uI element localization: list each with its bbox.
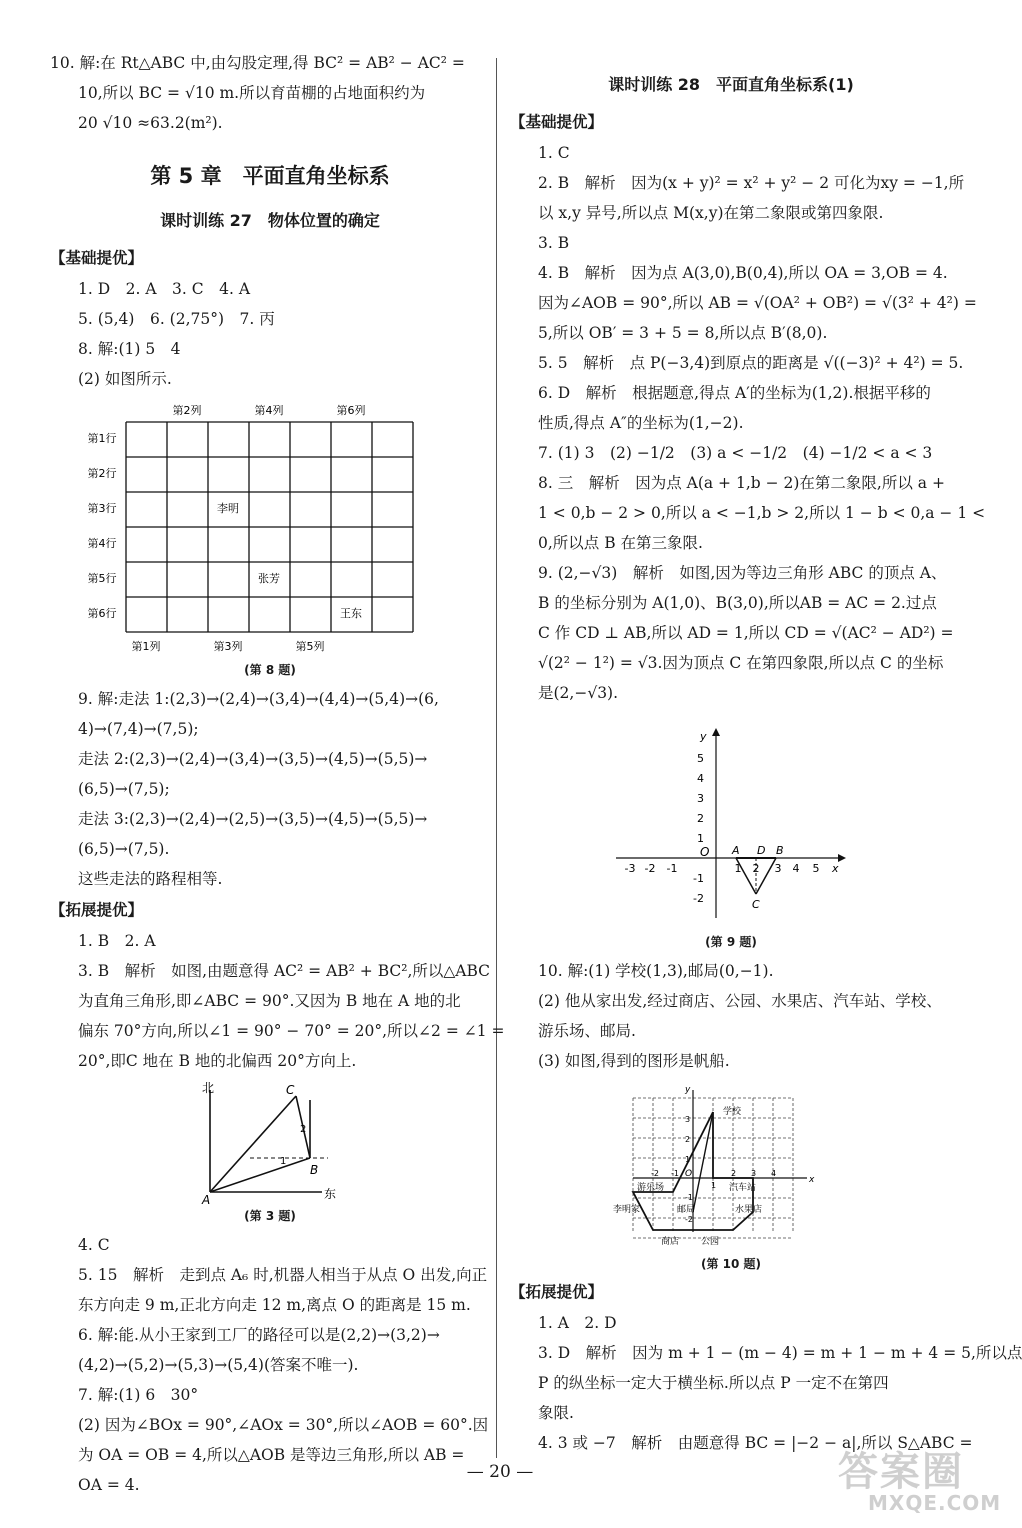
left-column [50,48,505,1500]
label-bus: 汽车站 [729,1183,757,1193]
label-angle-2: 2 [300,1124,307,1135]
text-line: 1. C [538,144,570,162]
tick: 4 [771,1169,777,1178]
label-east: 东 [324,1187,337,1201]
text-line: 3. B [538,234,570,252]
figure-8 [87,400,420,680]
origin-label: O [685,1169,693,1179]
text-line: 4)→(7,4)→(7,5); [78,720,199,738]
text-line: 20 √10 ≈63.2(m²). [78,114,223,132]
label-c: C [286,1083,295,1097]
direction-diagram [200,1081,340,1207]
text-line: 1. A 2. D [538,1314,617,1332]
basic-heading: 【基础提优】 [510,113,604,131]
y-tick: 5 [697,752,704,765]
text-line: 4. C [78,1236,110,1254]
text-line: 6. 解:能.从小王家到工厂的路径可以是(2,2)→(3,2)→ [78,1326,440,1344]
text-line: 1. D 2. A 3. C 4. A [78,280,251,298]
x-tick: 2 [752,862,760,875]
y-label: y [685,1085,691,1095]
label-b: B [776,844,784,857]
y-tick: 3 [697,792,704,805]
text-line: 7. (1) 3 (2) −1/2 (3) a < −1/2 (4) −1/2 < a < 3 [538,444,933,462]
tick: 3 [685,1115,691,1124]
label-garden: 公园 [701,1237,720,1247]
tick: 2 [685,1135,691,1144]
text-line: 这些走法的路程相等. [78,870,223,888]
text-line: 游乐场、邮局. [538,1022,636,1040]
label-post: 邮局 [677,1205,696,1215]
text-line: (2) 他从家出发,经过商店、公园、水果店、汽车站、学校、 [538,992,942,1010]
text-line: 以 x,y 异号,所以点 M(x,y)在第二象限或第四象限. [538,204,884,222]
text-line: 象限. [538,1404,574,1422]
y-arrow [712,728,720,736]
x-tick: -1 [666,862,678,875]
watermark-url: MXQE.COM [868,1491,1002,1515]
figure-caption: (第 3 题) [244,1209,296,1223]
label-school: 学校 [723,1107,742,1117]
x-label: x [832,862,839,875]
text-line: (2) 如图所示. [78,370,172,388]
text-line: C 作 CD ⊥ AB,所以 AD = 1,所以 CD = √(AC² − AD²) = [538,624,954,642]
col-label-bottom: 第1列 [131,640,161,653]
text-line: 5. (5,4) 6. (2,75°) 7. 丙 [78,310,275,328]
x-tick: 1 [734,862,742,875]
y-tick: -1 [693,872,704,885]
seat-name: 王东 [340,607,362,620]
col-label-top: 第6列 [336,404,366,417]
text-line: 3. B 解析 如图,由题意得 AC² = AB² + BC²,所以△ABC [78,962,491,980]
text-line: 4. B 解析 因为点 A(3,0),B(0,4),所以 OA = 3,OB = 4. [538,264,948,282]
seat-name: 张芳 [258,572,280,585]
x-tick: -3 [624,862,636,875]
page-number: — 20 — [466,1462,534,1482]
label-a: A [202,1193,211,1207]
text-line: 3. D 解析 因为 m + 1 − (m − 4) = m + 1 − m + 4 = 5,所以点 [538,1344,1022,1362]
figure-3 [200,1082,340,1226]
row-label: 第1行 [87,432,117,445]
text-line: 5,所以 OB′ = 3 + 5 = 8,所以点 B′(8,0). [538,324,828,342]
text-line: 10. 解:在 Rt△ABC 中,由勾股定理,得 BC² = AB² − AC² = [50,54,465,72]
y-tick: 1 [697,832,704,845]
watermark-text: 答案圈 [838,1449,964,1495]
label-shop: 商店 [661,1237,680,1247]
text-line: B 的坐标分别为 A(1,0)、B(3,0),所以AB = AC = 2.过点 [538,594,937,612]
seat-name: 李明 [217,502,239,515]
map-grid [613,1082,831,1250]
tick: 3 [751,1169,757,1178]
figure-caption: (第 8 题) [244,663,296,677]
watermark-logo [838,1440,1001,1515]
row-label: 第4行 [87,537,117,550]
text-line: 为 OA = OB = 4,所以△AOB 是等边三角形,所以 AB = [78,1446,465,1464]
x-tick: -2 [644,862,656,875]
label-angle-1: 1 [280,1156,287,1167]
grid-lines [126,422,413,632]
text-line: 东方向走 9 m,正北方向走 12 m,离点 O 的距离是 15 m. [78,1296,471,1314]
text-line: 1 < 0,b − 2 > 0,所以 a < −1,b > 2,所以 1 − b < 0,a − 1 < [538,504,986,522]
text-line: 20°,即C 地在 B 地的北偏西 20°方向上. [78,1052,357,1070]
label-a: A [732,844,740,857]
y-tick: 2 [697,812,704,825]
text-line: (2) 因为∠BOx = 90°,∠AOx = 30°,所以∠AOB = 60°.因 [78,1416,489,1434]
label-home: 李明家 [613,1205,641,1215]
label-d: D [757,844,766,857]
label-c: C [752,898,760,911]
label-park: 游乐场 [637,1183,665,1193]
tick: -2 [685,1215,693,1224]
figure-caption: (第 9 题) [705,935,757,949]
x-label: x [809,1175,815,1185]
text-line: 8. 三 解析 因为点 A(a + 1,b − 2)在第二象限,所以 a + [538,474,945,492]
text-line: (6,5)→(7,5); [78,780,170,798]
text-line: (3) 如图,得到的图形是帆船. [538,1052,730,1070]
text-line: OA = 4. [78,1476,140,1494]
label-fruit: 水果店 [735,1205,763,1215]
text-line: P 的纵坐标一定大于横坐标.所以点 P 一定不在第四 [538,1374,889,1392]
y-tick: 4 [697,772,704,785]
basic-heading: 【基础提优】 [50,249,144,267]
coordinate-plane [616,728,846,928]
text-line: 偏东 70°方向,所以∠1 = 90° − 70° = 20°,所以∠2 = ∠1 = [78,1022,505,1040]
column-divider [496,58,497,1458]
text-line: 2. B 解析 因为(x + y)² = x² + y² − 2 可化为xy = −1,所 [538,174,965,192]
text-line: 10. 解:(1) 学校(1,3),邮局(0,−1). [538,962,774,980]
text-line: 为直角三角形,即∠ABC = 90°.又因为 B 地在 A 地的北 [78,992,461,1010]
q10-prev-block [50,48,490,138]
ext-heading: 【拓展提优】 [50,901,144,919]
text-line: 9. (2,−√3) 解析 如图,因为等边三角形 ABC 的顶点 A、 [538,564,947,582]
right-column [510,70,1022,1458]
x-tick: 5 [812,862,820,875]
origin-label: O [700,845,710,859]
seat-grid [87,400,420,656]
text-line: 7. 解:(1) 6 30° [78,1386,199,1404]
tick: 1 [685,1155,691,1164]
text-line: 0,所以点 B 在第三象限. [538,534,703,552]
text-line: 5. 15 解析 走到点 A₆ 时,机器人相当于从点 O 出发,向正 [78,1266,488,1284]
label-north: 北 [202,1081,215,1095]
y-label: y [700,730,707,743]
chapter-title: 第 5 章 平面直角坐标系 [150,164,390,188]
text-line: 6. D 解析 根据题意,得点 A′的坐标为(1,2).根据平移的 [538,384,931,402]
text-line: √(2² − 1²) = √3.因为顶点 C 在第四象限,所以点 C 的坐标 [538,654,944,672]
ext-heading: 【拓展提优】 [510,1283,604,1301]
lesson-27-title: 课时训练 27 物体位置的确定 [160,211,380,230]
y-tick: -2 [693,892,704,905]
figure-10 [613,1082,831,1274]
text-line: 走法 3:(2,3)→(2,4)→(2,5)→(3,5)→(4,5)→(5,5)→ [78,810,428,828]
col-label-bottom: 第5列 [295,640,325,653]
col-label-top: 第4列 [254,404,284,417]
x-tick: 4 [792,862,800,875]
text-line: 4. 3 或 −7 解析 由题意得 BC = |−2 − a|,所以 S△ABC = [538,1434,973,1452]
lesson-28-title: 课时训练 28 平面直角坐标系(1) [608,75,854,94]
tick: -2 [651,1169,659,1178]
label-b: B [310,1163,319,1177]
row-label: 第2行 [87,467,117,480]
x-arrow [838,854,846,862]
row-label: 第6行 [87,607,117,620]
text-line: 1. B 2. A [78,932,156,950]
text-line: 9. 解:走法 1:(2,3)→(2,4)→(3,4)→(4,4)→(5,4)→(6, [78,690,439,708]
tick: -1 [671,1169,679,1178]
mast-line [693,1112,713,1212]
tick: -1 [685,1193,693,1202]
text-line: 性质,得点 A″的坐标为(1,−2). [538,414,744,432]
col-label-top: 第2列 [172,404,202,417]
text-line: 是(2,−√3). [538,684,619,702]
text-line: 因为∠AOB = 90°,所以 AB = √(OA² + OB²) = √(3² + 4²) = [538,294,977,312]
figure-caption: (第 10 题) [700,1257,762,1271]
figure-9 [616,728,846,952]
text-line: (6,5)→(7,5). [78,840,170,858]
text-line: 走法 2:(2,3)→(2,4)→(3,4)→(3,5)→(4,5)→(5,5)→ [78,750,428,768]
x-tick: 3 [774,862,782,875]
text-line: 5. 5 解析 点 P(−3,4)到原点的距离是 √((−3)² + 4²) = 5. [538,354,964,372]
tick: 2 [731,1169,737,1178]
text-line: 8. 解:(1) 5 4 [78,340,181,358]
tick: 1 [711,1181,717,1190]
text-line: 10,所以 BC = √10 m.所以育苗棚的占地面积约为 [78,84,426,102]
text-line: (4,2)→(5,2)→(5,3)→(5,4)(答案不唯一). [78,1356,359,1374]
row-label: 第5行 [87,572,117,585]
col-label-bottom: 第3列 [213,640,243,653]
row-label: 第3行 [87,502,117,515]
